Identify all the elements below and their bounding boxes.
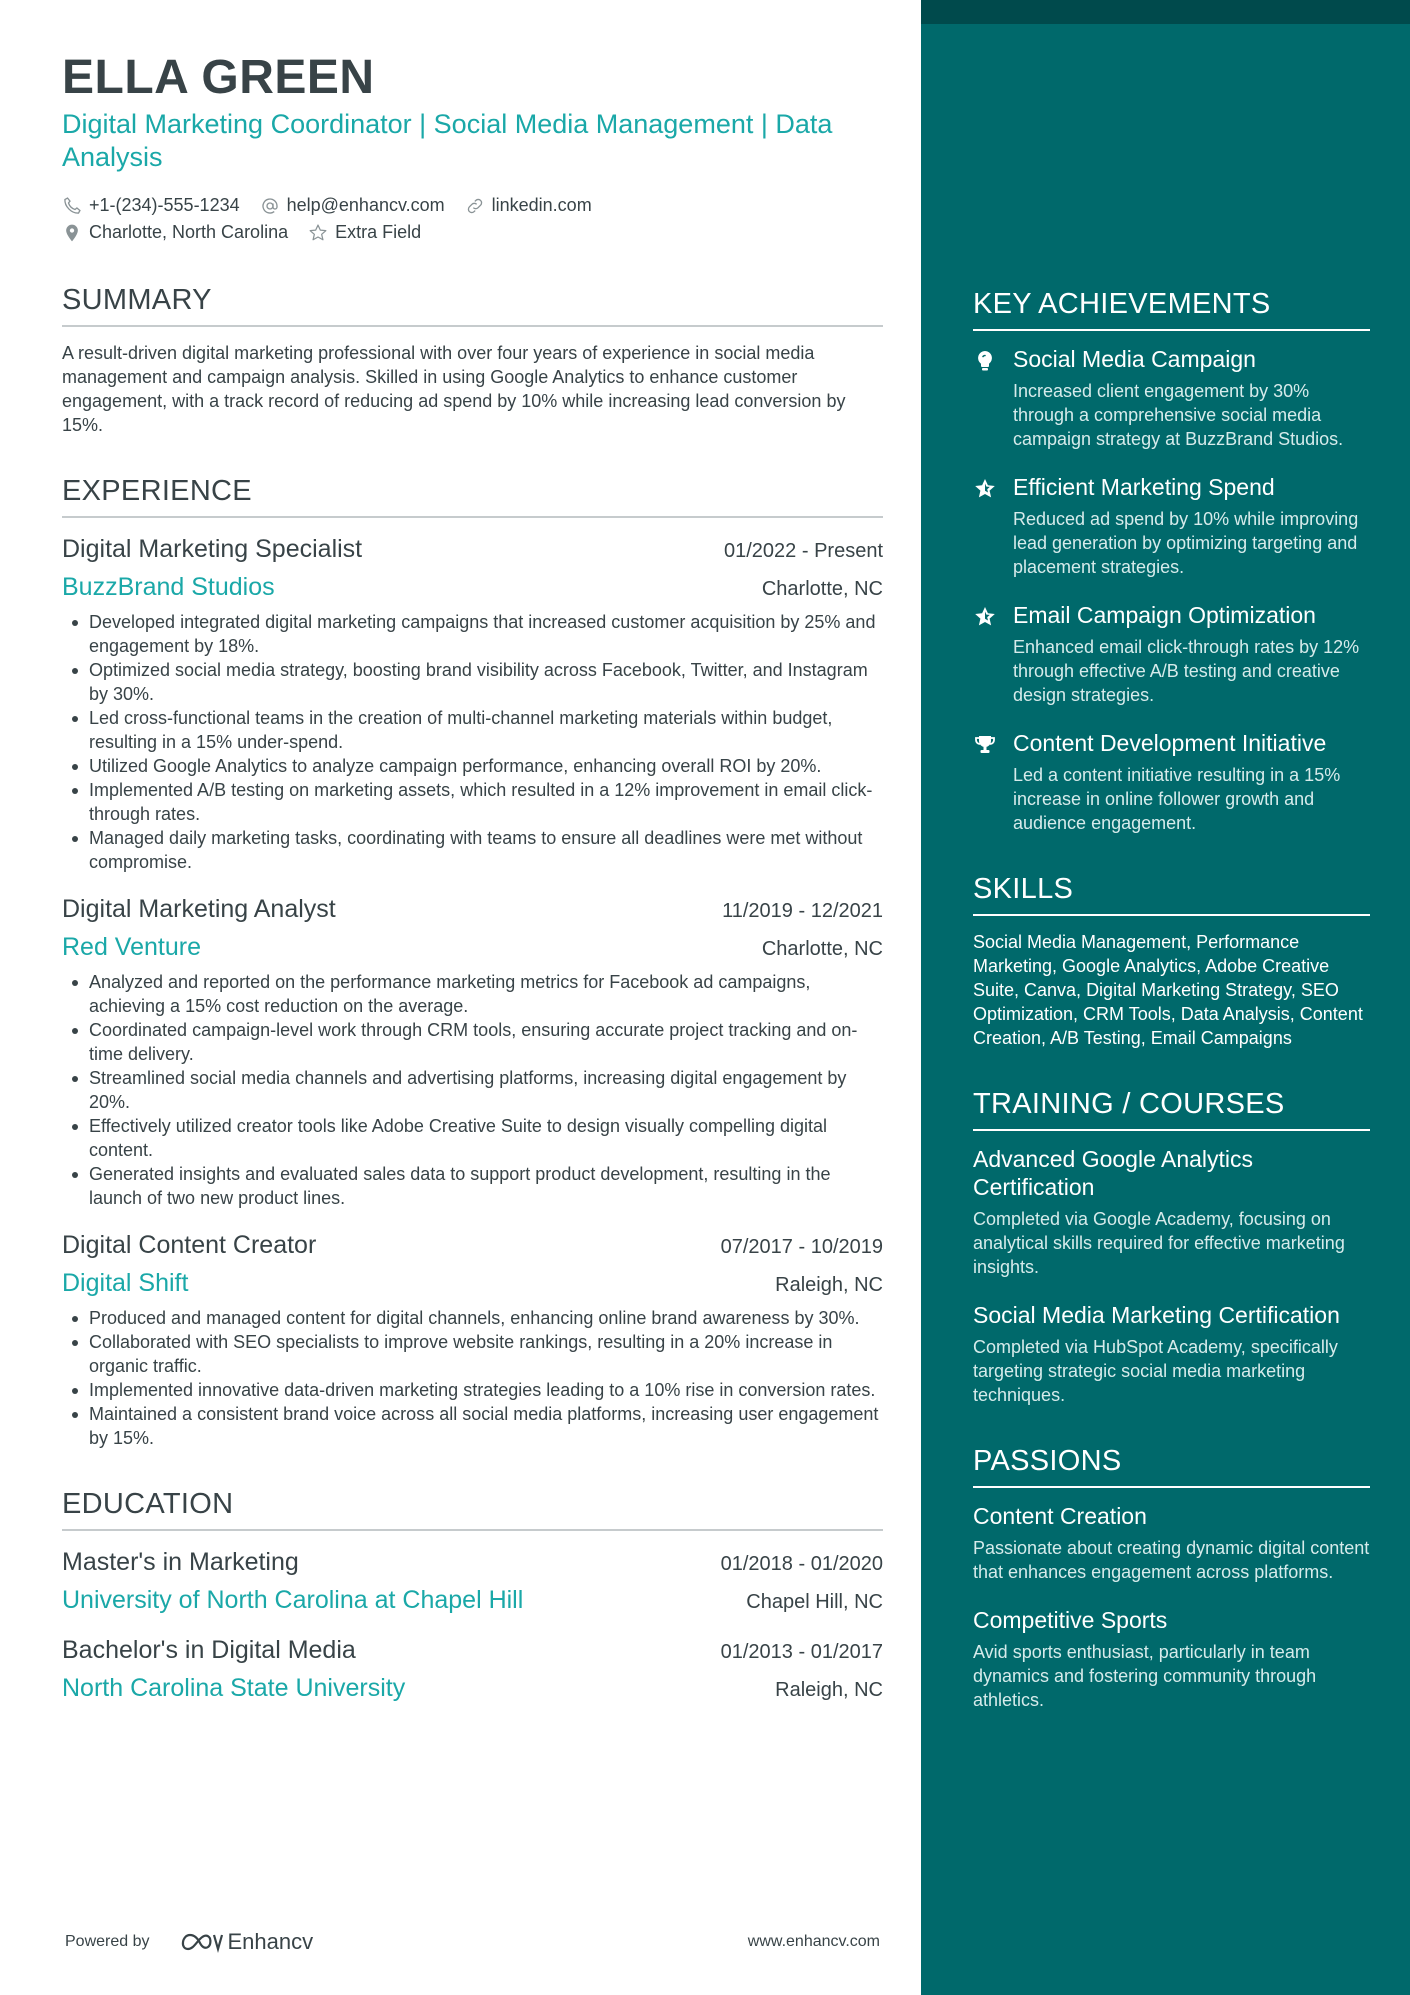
candidate-title: Digital Marketing Coordinator | Social Media Management | Data Analysis	[62, 109, 833, 172]
job-date: 11/2019 - 12/2021	[722, 900, 883, 922]
brand-name: Enhancv	[227, 1929, 314, 1954]
achievement-item	[973, 729, 1370, 835]
job-bullets	[62, 610, 883, 874]
trophy-icon	[973, 729, 1013, 835]
section-heading: SUMMARY	[62, 284, 883, 327]
section-heading: SKILLS	[973, 873, 1370, 916]
course-description: Completed via HubSpot Academy, specifically targeting strategic social media marketing techniques.	[973, 1337, 1338, 1405]
bullet-item: Led cross-functional teams in the creation of multi-channel marketing materials within budget, resulting in a 15% under-spend.	[62, 706, 883, 754]
bullet-item: Coordinated campaign-level work through CRM tools, ensuring accurate project tracking and on-time delivery.	[62, 1018, 883, 1066]
passion-title: Competitive Sports	[973, 1607, 1168, 1633]
job-date: 07/2017 - 10/2019	[720, 1236, 883, 1258]
powered-by-label: Powered by	[65, 1933, 150, 1950]
job-title: Digital Marketing Specialist	[62, 535, 363, 563]
enhancv-logo[interactable]	[176, 1929, 314, 1955]
bullet-item: Optimized social media strategy, boosting brand visibility across Facebook, Twitter, and Instagram by 30%.	[62, 658, 883, 706]
location-text: Charlotte, North Carolina	[89, 222, 289, 242]
star-icon	[308, 223, 335, 243]
linkedin-contact[interactable]	[465, 195, 592, 216]
contact-info	[62, 192, 883, 246]
footer	[65, 1925, 880, 1959]
section-heading: PASSIONS	[973, 1445, 1370, 1488]
experience-section	[62, 475, 883, 1450]
school-name: North Carolina State University	[62, 1674, 406, 1702]
achievement-description: Increased client engagement by 30% through a comprehensive social media campaign strategy at BuzzBrand Studios.	[1013, 381, 1344, 449]
job-entry	[62, 1228, 883, 1450]
job-title: Digital Marketing Analyst	[62, 895, 336, 923]
bullet-item: Generated insights and evaluated sales data to support product development, resulting in the launch of two new product lines.	[62, 1162, 883, 1210]
job-location: Raleigh, NC	[775, 1274, 883, 1296]
bullet-item: Streamlined social media channels and advertising platforms, increasing digital engagement by 20%.	[62, 1066, 883, 1114]
education-entry	[62, 1545, 883, 1617]
education-date: 01/2018 - 01/2020	[720, 1553, 883, 1575]
passion-description: Avid sports enthusiast, particularly in team dynamics and fostering community through athletics.	[973, 1642, 1317, 1710]
school-location: Chapel Hill, NC	[746, 1591, 883, 1613]
achievement-description: Reduced ad spend by 10% while improving lead generation by optimizing targeting and placement strategies.	[1013, 509, 1359, 577]
location-contact	[62, 222, 288, 243]
company-name: BuzzBrand Studios	[62, 573, 275, 601]
achievement-item	[973, 473, 1370, 579]
degree-title: Master's in Marketing	[62, 1548, 299, 1576]
course-item	[973, 1301, 1370, 1407]
degree-title: Bachelor's in Digital Media	[62, 1636, 356, 1664]
bullet-item: Implemented innovative data-driven marketing strategies leading to a 10% rise in conversion rates.	[62, 1378, 883, 1402]
section-heading: KEY ACHIEVEMENTS	[973, 288, 1370, 331]
achievement-item	[973, 601, 1370, 707]
bullet-item: Analyzed and reported on the performance marketing metrics for Facebook ad campaigns, achieving a 15% cost reduction on the average.	[62, 970, 883, 1018]
school-location: Raleigh, NC	[775, 1679, 883, 1701]
passions-section	[973, 1445, 1370, 1712]
education-date: 01/2013 - 01/2017	[720, 1641, 883, 1663]
main-column	[62, 50, 883, 1721]
at-icon	[260, 196, 287, 216]
extra-field	[308, 222, 421, 243]
course-description: Completed via Google Academy, focusing on analytical skills required for effective marketing insights.	[973, 1209, 1345, 1277]
company-name: Digital Shift	[62, 1269, 189, 1297]
section-heading: TRAINING / COURSES	[973, 1088, 1370, 1131]
job-entry	[62, 532, 883, 874]
bullet-item: Implemented A/B testing on marketing assets, which resulted in a 12% improvement in email click-through rates.	[62, 778, 883, 826]
summary-text: A result-driven digital marketing professional with over four years of experience in social media management and campaign analysis. Skilled in using Google Analytics to enhance customer engagement, with a track record of reducing ad spend by 10% while increasing lead conversion by 15%.	[62, 343, 846, 435]
bullet-item: Managed daily marketing tasks, coordinating with teams to ensure all deadlines were met without compromise.	[62, 826, 883, 874]
location-pin-icon	[62, 223, 89, 243]
bullet-item: Maintained a consistent brand voice across all social media platforms, increasing user engagement by 15%.	[62, 1402, 883, 1450]
lightbulb-icon	[973, 345, 1013, 451]
extra-field-text: Extra Field	[335, 222, 422, 242]
course-title: Social Media Marketing Certification	[973, 1302, 1340, 1328]
training-section	[973, 1088, 1370, 1407]
summary-section	[62, 284, 883, 437]
job-entry	[62, 892, 883, 1210]
bullet-item: Effectively utilized creator tools like Adobe Creative Suite to design visually compelling digital content.	[62, 1114, 883, 1162]
sidebar	[921, 0, 1410, 1995]
achievement-title: Content Development Initiative	[1013, 730, 1327, 756]
achievement-title: Social Media Campaign	[1013, 346, 1256, 372]
achievement-item	[973, 345, 1370, 451]
job-bullets	[62, 970, 883, 1210]
star-icon	[973, 473, 1013, 579]
email-contact[interactable]	[260, 195, 445, 216]
sidebar-content	[973, 288, 1370, 1750]
key-achievements-section	[973, 288, 1370, 835]
section-heading: EDUCATION	[62, 1488, 883, 1531]
course-item	[973, 1145, 1370, 1279]
bullet-item: Collaborated with SEO specialists to improve website rankings, resulting in a 20% increase in organic traffic.	[62, 1330, 883, 1378]
candidate-name: ELLA GREEN	[62, 51, 375, 104]
achievement-description: Led a content initiative resulting in a 15% increase in online follower growth and audience engagement.	[1013, 765, 1341, 833]
job-date: 01/2022 - Present	[724, 540, 883, 562]
school-name: University of North Carolina at Chapel Hill	[62, 1586, 524, 1614]
bullet-item: Produced and managed content for digital channels, enhancing online brand awareness by 30%.	[62, 1306, 883, 1330]
passion-item	[973, 1606, 1370, 1712]
achievement-title: Email Campaign Optimization	[1013, 602, 1316, 628]
email-address: help@enhancv.com	[286, 195, 445, 215]
link-icon	[465, 196, 492, 216]
passion-description: Passionate about creating dynamic digital content that enhances engagement across platforms.	[973, 1538, 1370, 1582]
skills-section	[973, 873, 1370, 1050]
enhancv-logo-icon	[176, 1929, 224, 1955]
job-location: Charlotte, NC	[761, 938, 883, 960]
bullet-item: Developed integrated digital marketing campaigns that increased customer acquisition by 25% and engagement by 18%.	[62, 610, 883, 658]
skills-list: Social Media Management, Performance Marketing, Google Analytics, Adobe Creative Suite, Canva, Digital Marketing Strategy, SEO Optimization, CRM Tools, Data Analysis, Content Creation, A/B Testing, Email Campaigns	[973, 932, 1363, 1048]
sidebar-top-strip	[921, 0, 1410, 24]
job-title: Digital Content Creator	[62, 1231, 317, 1259]
education-section	[62, 1488, 883, 1705]
phone-icon	[62, 196, 89, 216]
phone-number: +1-(234)-555-1234	[89, 195, 240, 215]
job-location: Charlotte, NC	[761, 578, 883, 600]
linkedin-url: linkedin.com	[491, 195, 592, 215]
company-name: Red Venture	[62, 933, 201, 961]
course-title: Advanced Google Analytics Certification	[973, 1146, 1254, 1200]
website-link[interactable]: www.enhancv.com	[747, 1933, 880, 1950]
phone-contact[interactable]	[62, 195, 240, 216]
job-bullets	[62, 1306, 883, 1450]
bullet-item: Utilized Google Analytics to analyze campaign performance, enhancing overall ROI by 20%.	[62, 754, 883, 778]
passion-title: Content Creation	[973, 1503, 1147, 1529]
passion-item	[973, 1502, 1370, 1584]
section-heading: EXPERIENCE	[62, 475, 883, 518]
achievement-title: Efficient Marketing Spend	[1013, 474, 1275, 500]
achievement-description: Enhanced email click-through rates by 12% through effective A/B testing and creative design strategies.	[1013, 637, 1360, 705]
education-entry	[62, 1633, 883, 1705]
star-icon	[973, 601, 1013, 707]
